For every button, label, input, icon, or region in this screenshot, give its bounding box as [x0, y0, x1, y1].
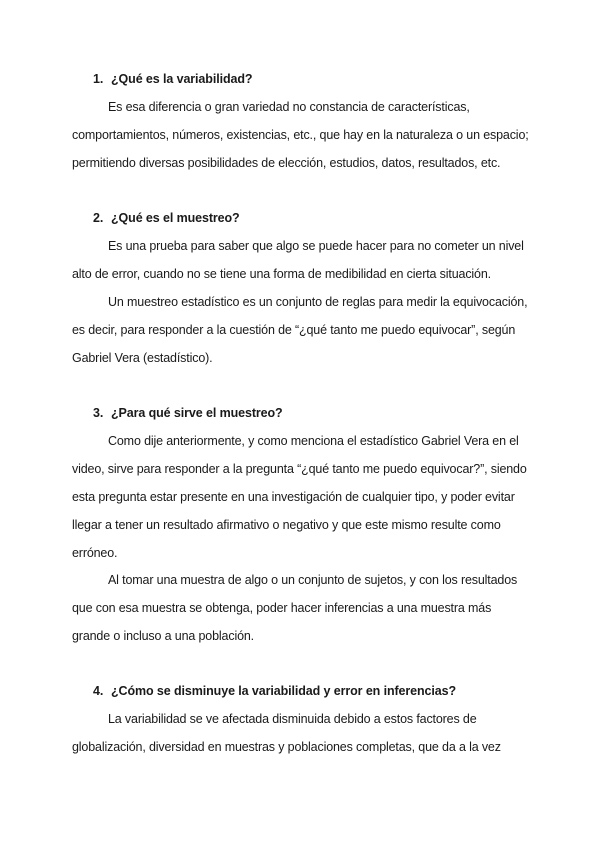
section-3-line: Al tomar una muestra de algo o un conjunto de sujetos, y con los resultados	[108, 573, 518, 587]
section-3-line: erróneo.	[72, 546, 118, 560]
section-3-title: ¿Para qué sirve el muestreo?	[111, 406, 283, 420]
section-3-heading	[93, 406, 283, 420]
section-4-line: globalización, diversidad en muestras y poblaciones completas, que da a la vez	[72, 740, 501, 754]
section-4-title: ¿Cómo se disminuye la variabilidad y error en inferencias?	[111, 684, 457, 698]
section-3-number: 3.	[93, 406, 104, 420]
section-2-line: Gabriel Vera (estadístico).	[72, 351, 213, 365]
section-2-line: Es una prueba para saber que algo se puede hacer para no cometer un nivel	[108, 239, 524, 253]
section-3-line: esta pregunta estar presente en una investigación de cualquier tipo, y poder evitar	[72, 490, 515, 504]
section-2-heading	[93, 211, 240, 225]
section-1-line: permitiendo diversas posibilidades de elección, estudios, datos, resultados, etc.	[72, 156, 501, 170]
section-2-line: Un muestreo estadístico es un conjunto de reglas para medir la equivocación,	[108, 295, 528, 309]
section-3-line: que con esa muestra se obtenga, poder hacer inferencias a una muestra más	[72, 601, 492, 615]
section-1-heading	[93, 72, 252, 86]
section-2-title: ¿Qué es el muestreo?	[111, 211, 240, 225]
section-1-line: comportamientos, números, existencias, etc., que hay en la naturaleza o un espacio;	[72, 128, 529, 142]
section-3-line: video, sirve para responder a la pregunta “¿qué tanto me puedo equivocar?”, siendo	[72, 462, 527, 476]
section-2-line: es decir, para responder a la cuestión de “¿qué tanto me puedo equivocar”, según	[72, 323, 516, 337]
section-3-line: grande o incluso a una población.	[72, 629, 254, 643]
section-4-heading	[93, 684, 456, 698]
section-3-line: Como dije anteriormente, y como menciona el estadístico Gabriel Vera en el	[108, 434, 519, 448]
section-2-line: alto de error, cuando no se tiene una forma de medibilidad en cierta situación.	[72, 267, 491, 281]
section-3-line: llegar a tener un resultado afirmativo o negativo y que este mismo resulte como	[72, 518, 501, 532]
section-4-number: 4.	[93, 684, 104, 698]
section-1-title: ¿Qué es la variabilidad?	[111, 72, 253, 86]
section-2-number: 2.	[93, 211, 104, 225]
section-1-line: Es esa diferencia o gran variedad no constancia de características,	[108, 100, 470, 114]
section-1-number: 1.	[93, 72, 104, 86]
section-4-line: La variabilidad se ve afectada disminuida debido a estos factores de	[108, 712, 477, 726]
